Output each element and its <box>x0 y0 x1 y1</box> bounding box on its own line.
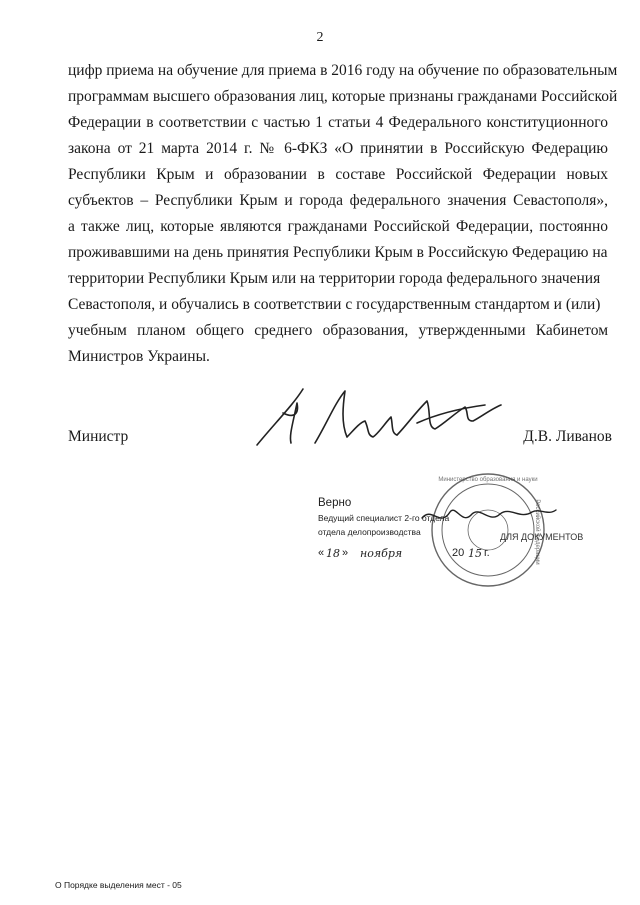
cert-date-day: 18 <box>326 547 340 560</box>
body-line: а также лиц, которые являются гражданами Российской Федерации, постоянно <box>68 218 608 235</box>
body-line: Министров Украины. <box>68 348 210 365</box>
cert-date: « 18 » ноября 20 15 г. <box>318 547 490 560</box>
body-line: Федерации в соответствии с частью 1 статьи 4 Федерального конституционного <box>68 114 608 131</box>
body-line: программам высшего образования лиц, которые признаны гражданами Российской <box>68 88 618 105</box>
page-number: 2 <box>316 30 324 45</box>
minister-name: Д.В. Ливанов <box>523 428 612 445</box>
handwritten-initials <box>420 498 560 538</box>
body-line: закона от 21 марта 2014 г. № 6-ФКЗ «О принятии в Российскую Федерацию <box>68 140 608 157</box>
svg-text:Российской Федерации: Российской Федерации <box>534 499 540 565</box>
cert-role: Ведущий специалист 2-го отдела <box>318 513 450 523</box>
body-line: цифр приема на обучение для приема в 2016 году на обучение по образовательным <box>68 62 618 79</box>
minister-title: Министр <box>68 428 129 445</box>
svg-text:Министерство образования и нау: Министерство образования и науки <box>438 477 538 483</box>
stamp-text: ДЛЯ ДОКУМЕНТОВ <box>500 532 584 542</box>
body-line: учебным планом общего среднего образования, утвержденными Кабинетом <box>68 322 608 339</box>
footer-note: О Порядке выделения мест - 05 <box>55 880 182 890</box>
cert-date-year-suffix: 15 <box>468 547 482 560</box>
cert-dept: отдела делопроизводства <box>318 527 421 537</box>
body-line: проживавшими на день принятия Республики Крым в Российскую Федерацию на <box>68 244 608 261</box>
body-line: Республики Крым и образовании в составе Российской Федерации новых <box>68 166 608 183</box>
cert-date-year-prefix: 20 <box>452 547 465 559</box>
cert-title: Верно <box>318 497 352 509</box>
body-line: субъектов – Республики Крым и города федерального значения Севастополя», <box>68 192 608 209</box>
cert-date-year-unit: г. <box>484 547 490 559</box>
cert-date-month: ноября <box>360 547 403 560</box>
handwritten-signature <box>255 383 505 453</box>
body-line: территории Республики Крым или на территории города федерального значения <box>68 270 601 287</box>
body-line: Севастополя, и обучались в соответствии с государственным стандартом и (или) <box>68 296 601 313</box>
